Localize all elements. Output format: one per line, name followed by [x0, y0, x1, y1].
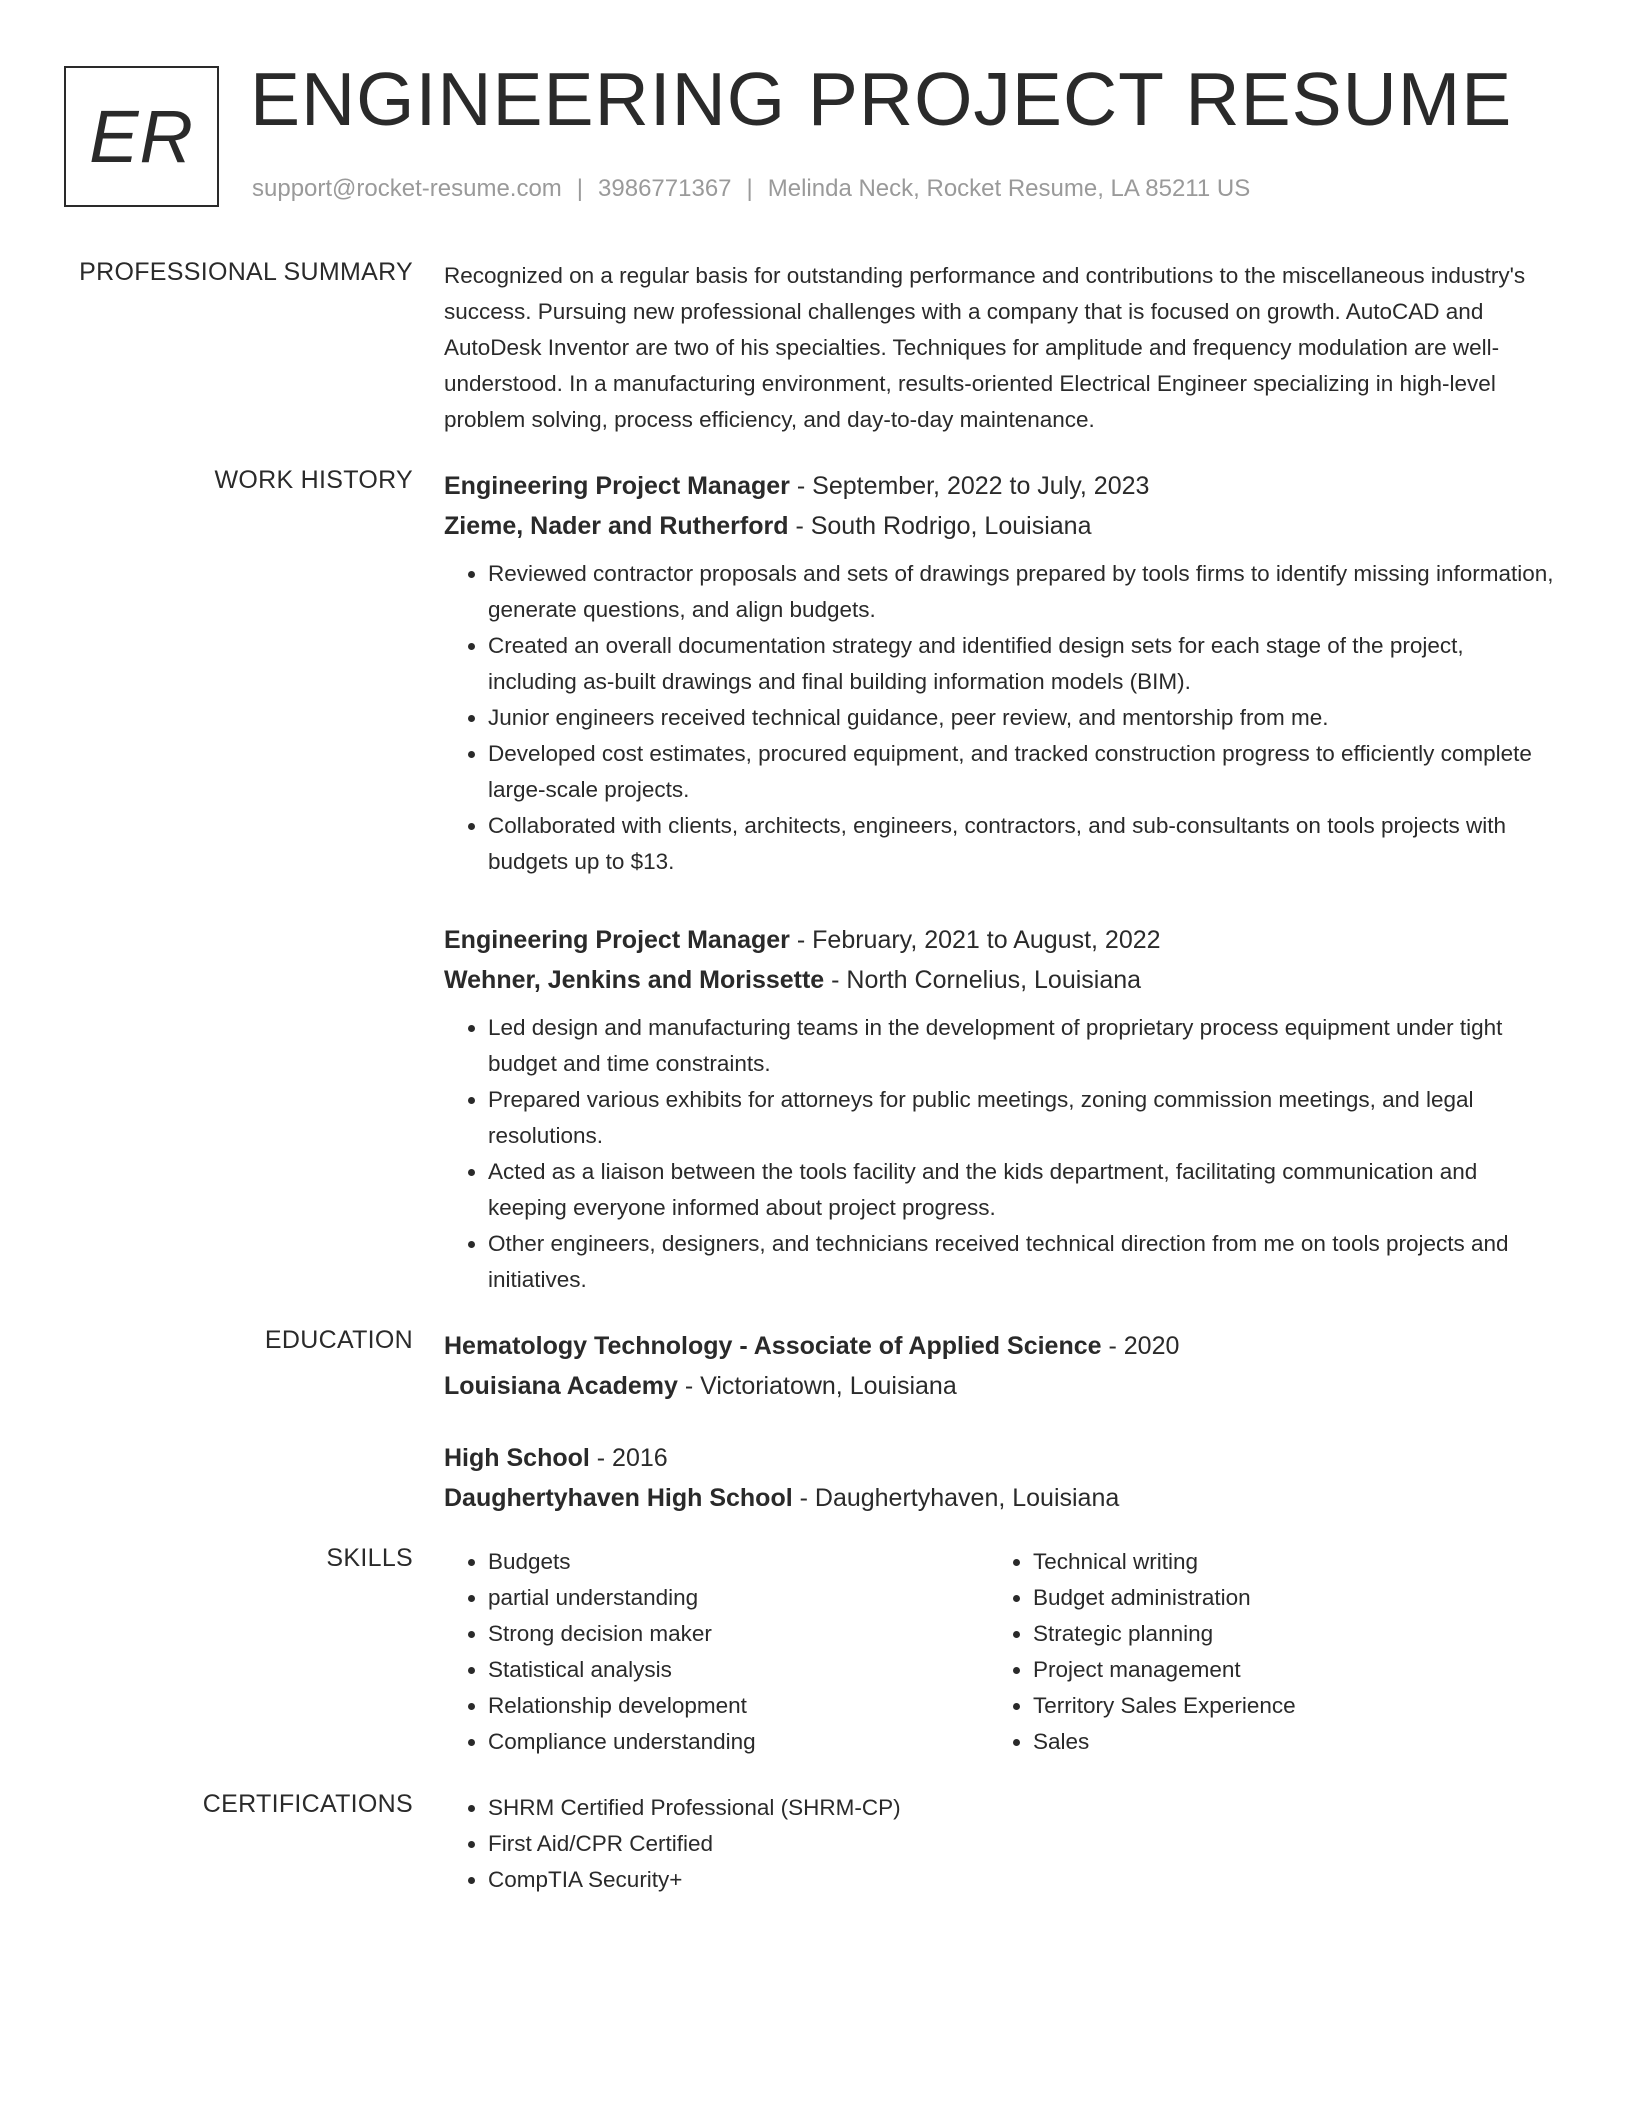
education-entry	[444, 1438, 1554, 1518]
skill-item: • Budgets	[488, 1544, 989, 1580]
skills-column-left	[444, 1544, 989, 1760]
education-school: Daughertyhaven High School	[444, 1484, 793, 1512]
job-role: Engineering Project Manager	[444, 472, 790, 500]
skill-item: • Compliance understanding	[488, 1724, 989, 1760]
education-degree: Hematology Technology - Associate of Applied Science	[444, 1332, 1102, 1360]
skill-item: • Territory Sales Experience	[1033, 1688, 1534, 1724]
contact-line	[252, 175, 1250, 203]
job-bullet: • Other engineers, designers, and technicians received technical direction from me on tools projects and initiatives.	[488, 1226, 1554, 1298]
job-bullet: • Prepared various exhibits for attorneys for public meetings, zoning commission meetings, and legal resolutions.	[488, 1082, 1554, 1154]
job-role-line	[444, 920, 1554, 960]
summary-text: Recognized on a regular basis for outstanding performance and contributions to the miscellaneous industry's success. Pursuing new professional challenges with a company that is focused on growth. AutoCAD and AutoDesk Inventor are two of his specialties. Techniques for amplitude and frequency modulation are well-understood. In a manufacturing environment, results-oriented Electrical Engineer specializing in high-level problem solving, process efficiency, and day-to-day maintenance.	[444, 263, 1526, 432]
job-bullet-list	[444, 1010, 1554, 1298]
skills-column-right	[989, 1544, 1534, 1760]
section-title-certifications: CERTIFICATIONS	[202, 1790, 413, 1818]
job-bullet-list	[444, 556, 1554, 880]
summary-body	[444, 258, 1554, 438]
education-degree: High School	[444, 1444, 590, 1472]
job-location: - South Rodrigo, Louisiana	[788, 512, 1092, 540]
education-degree-line	[444, 1326, 1554, 1366]
job-company: Wehner, Jenkins and Morissette	[444, 966, 825, 994]
section-title-summary: PROFESSIONAL SUMMARY	[79, 258, 413, 286]
skills-columns	[444, 1544, 1554, 1760]
skills-list	[444, 1544, 989, 1760]
resume-title: ENGINEERING PROJECT RESUME	[250, 57, 1513, 141]
job-bullet: • Developed cost estimates, procured equipment, and tracked construction progress to efficiently complete large-scale projects.	[488, 736, 1554, 808]
work-history-body	[444, 466, 1554, 1318]
skill-item: • Technical writing	[1033, 1544, 1534, 1580]
skills-body	[444, 1544, 1554, 1760]
job-company-line	[444, 506, 1554, 546]
skill-item: • Strategic planning	[1033, 1616, 1534, 1652]
skill-item: • partial understanding	[488, 1580, 989, 1616]
contact-separator: |	[746, 175, 753, 202]
job-bullet: • Junior engineers received technical guidance, peer review, and mentorship from me.	[488, 700, 1554, 736]
skill-item: • Strong decision maker	[488, 1616, 989, 1652]
education-year: - 2016	[589, 1444, 668, 1472]
skills-list	[989, 1544, 1534, 1760]
education-school: Louisiana Academy	[444, 1372, 678, 1400]
contact-separator: |	[576, 175, 584, 202]
education-degree-line	[444, 1438, 1554, 1478]
job-dates: - February, 2021 to August, 2022	[789, 926, 1161, 954]
job-location: - North Cornelius, Louisiana	[824, 966, 1142, 994]
job-bullet: • Led design and manufacturing teams in the development of proprietary process equipment under tight budget and time constraints.	[488, 1010, 1554, 1082]
job-bullet: • Collaborated with clients, architects, engineers, contractors, and sub-consultants on tools projects with budgets up to $13.	[488, 808, 1554, 880]
education-school-line	[444, 1366, 1554, 1406]
skill-item: • Project management	[1033, 1652, 1534, 1688]
job-bullet: • Acted as a liaison between the tools facility and the kids department, facilitating communication and keeping everyone informed about project progress.	[488, 1154, 1554, 1226]
skill-item: • Statistical analysis	[488, 1652, 989, 1688]
contact-phone: 3986771367	[598, 175, 732, 202]
job-role-line	[444, 466, 1554, 506]
section-title-education: EDUCATION	[264, 1326, 413, 1354]
job-bullet: • Reviewed contractor proposals and sets of drawings prepared by tools firms to identify missing information, generate questions, and align budgets.	[488, 556, 1554, 628]
education-body	[444, 1326, 1554, 1550]
certification-item: • SHRM Certified Professional (SHRM-CP)	[488, 1790, 1554, 1826]
contact-email: support@rocket-resume.com	[252, 175, 562, 202]
section-title-skills: SKILLS	[326, 1544, 413, 1572]
certifications-list	[444, 1790, 1554, 1898]
section-title-work-history: WORK HISTORY	[214, 466, 413, 494]
skill-item: • Sales	[1033, 1724, 1534, 1760]
education-location: - Victoriatown, Louisiana	[677, 1372, 957, 1400]
education-year: - 2020	[1101, 1332, 1180, 1360]
skill-item: • Budget administration	[1033, 1580, 1534, 1616]
contact-address: Melinda Neck, Rocket Resume, LA 85211 US	[767, 175, 1251, 202]
education-location: - Daughertyhaven, Louisiana	[792, 1484, 1120, 1512]
job-dates: - September, 2022 to July, 2023	[789, 472, 1150, 500]
job-company: Zieme, Nader and Rutherford	[444, 512, 789, 540]
job-company-line	[444, 960, 1554, 1000]
monogram-initials: ER	[89, 95, 194, 178]
education-entry	[444, 1326, 1554, 1406]
job-role: Engineering Project Manager	[444, 926, 790, 954]
certifications-body	[444, 1790, 1554, 1898]
job-entry	[444, 920, 1554, 1298]
certification-item: • First Aid/CPR Certified	[488, 1826, 1554, 1862]
education-school-line	[444, 1478, 1554, 1518]
skill-item: • Relationship development	[488, 1688, 989, 1724]
job-entry	[444, 466, 1554, 880]
certification-item: • CompTIA Security+	[488, 1862, 1554, 1898]
monogram-badge	[64, 66, 219, 207]
job-bullet: • Created an overall documentation strategy and identified design sets for each stage of the project, including as-built drawings and final building information models (BIM).	[488, 628, 1554, 700]
